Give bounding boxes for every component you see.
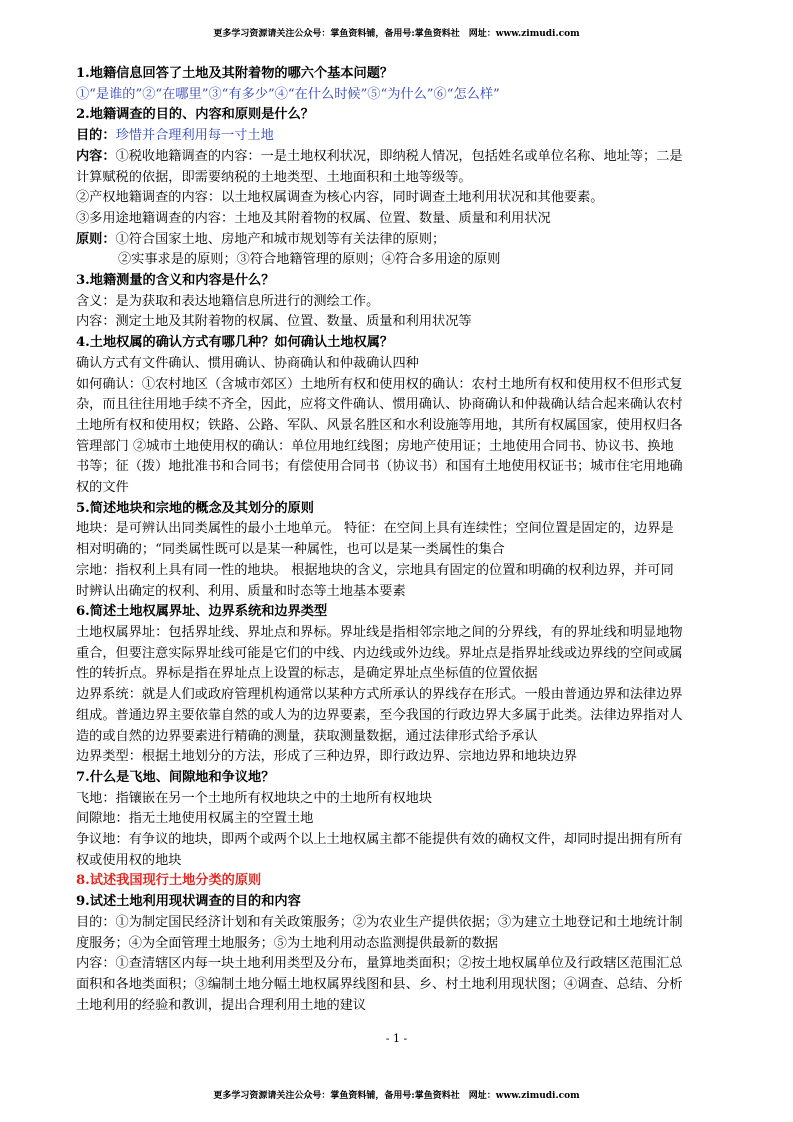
text-line [76,478,724,499]
text-line [76,913,724,934]
line-text: ①符合国家土地、房地产和城市规划等有关法律的原则； [115,231,446,247]
line-text: 土地权属界址：包括界址线、界址点和界标。界址线是指相邻宗地之间的分界线，有的界址线和明显地物 [76,624,683,640]
text-line [76,395,724,416]
text-line [76,747,724,768]
text-line [76,375,724,396]
line-text: 地块：是可辨认出同类属性的最小土地单元。 特征：在空间上具有连续性；空间位置是固定的，边界是 [76,521,674,537]
line-text: 6.简述土地权属界址、边界系统和边界类型 [76,604,328,620]
line-text: 飞地：指镶嵌在另一个土地所有权地块之中的土地所有权地块 [76,790,433,806]
line-text: 时辨认出确定的权利、利用、质量和时态等土地基本要素 [76,583,406,599]
text-line [76,250,724,271]
text-line [76,851,724,872]
text-line [76,209,724,230]
text-line [76,644,724,665]
text-line [76,727,724,748]
line-text: 土地利用的经验和教训，提出合理利用土地的建议 [76,997,367,1013]
text-line [76,540,724,561]
text-line [76,623,724,644]
text-line [76,789,724,810]
text-line [76,457,724,478]
text-line [76,934,724,955]
line-text: ③多用途地籍调查的内容：土地及其附着物的权属、位置、数量、质量和利用状况 [76,210,551,226]
text-line [76,292,724,313]
question-heading [76,271,724,292]
field-label: 目的： [76,128,116,144]
line-text: 相对明确的；“同类属性既可以是某一种属性，也可以是某一类属性的集合 [76,542,505,558]
line-text: 组成。普通边界主要依靠自然的或人为的边界要素，至今我国的行政边界大多属于此类。法律边界指对人 [76,707,683,723]
document-body [76,64,724,1016]
line-text: 5.简述地块和宗地的概念及其划分的原则 [76,500,314,516]
line-text: 土地所有权和使用权；铁路、公路、军队、风景名胜区和水利设施等用地，其所有权属国家，使用权归各 [76,417,683,433]
line-text: ②产权地籍调查的内容：以土地权属调查为核心内容，同时调查土地利用状况和其他要素。 [76,190,604,206]
line-text: 面积和各地类面积；③编制土地分幅土地权属界线图和县、乡、村土地利用现状图；④调查、总结、分析 [76,976,683,992]
page-number: - 1 - [385,1032,408,1045]
text-line [76,354,724,375]
field-label: 原则： [76,231,116,247]
question-heading [76,105,724,126]
line-text: 性的转折点。界标是指在界址点上设置的标志，是确定界址点坐标值的位置依据 [76,666,538,682]
line-text: 宗地：指权利上具有同一性的地块。 根据地块的含义，宗地具有固定的位置和明确的权利边界，并可同 [76,562,674,578]
text-line [76,664,724,685]
line-text: 权的文件 [76,480,129,496]
line-text: 争议地：有争议的地块，即两个或两个以上土地权属主都不能提供有效的确权文件，却同时提出拥有所有 [76,832,683,848]
line-text: 7.什么是飞地、间隙地和争议地？ [76,769,275,785]
text-line [76,975,724,996]
line-text: 度服务；④为全面管理土地服务；⑤为土地利用动态监测提供最新的数据 [76,935,498,951]
text-line [76,312,724,333]
text-line [76,706,724,727]
text-line [76,437,724,458]
line-text: 内容：①查清辖区内每一块土地利用类型及分布，量算地类面积；②按土地权属单位及行政辖区范围汇总 [76,956,683,972]
text-line [76,996,724,1017]
field-label: 内容： [76,148,116,164]
text-line [76,954,724,975]
line-text: 管理部门 ②城市土地使用权的确认：单位用地红线图；房地产使用证；土地使用合同书、协议书、换地 [76,438,674,454]
line-text: ②实事求是的原则；③符合地籍管理的原则；④符合多用途的原则 [118,252,501,268]
question-heading [76,499,724,520]
text-line [76,685,724,706]
line-text: 如何确认：①农村地区（含城市郊区）土地所有权和使用权的确认：农村土地所有权和使用权不但形式复 [76,376,683,392]
line-text: 4.土地权属的确认方式有哪几种？如何确认土地权属？ [76,335,394,351]
page-header: 更多学习资源请关注公众号：掌鱼资料铺，备用号:掌鱼资料社 网址：www.zimudi.com [213,29,580,39]
text-line [76,85,724,106]
text-line [76,582,724,603]
line-text: 2.地籍调查的目的、内容和原则是什么？ [76,107,314,123]
text-line [76,188,724,209]
text-line [76,126,724,147]
line-text: 目的：①为制定国民经济计划和有关政策服务；②为农业生产提供依据；③为建立土地登记和土地统计制 [76,914,683,930]
text-line [76,561,724,582]
line-text: 杂，而且往往用地手续不齐全，因此，应将文件确认、惯用确认、协商确认和仲裁确认结合起来确认农村 [76,397,683,413]
line-text: 计算赋税的依据，即需要纳税的土地类型、土地面积和土地等级等。 [76,169,472,185]
text-line [76,809,724,830]
question-heading [76,64,724,85]
question-heading [76,892,724,913]
line-text: ①“是谁的”②“在哪里”③“有多少”④“在什么时候”⑤“为什么”⑥“怎么样” [76,86,500,102]
line-text: 书等；征（拨）地批准书和合同书；有偿使用合同书（协议书）和国有土地使用权证书；城市住宅用地确 [76,459,683,475]
line-text: 权或使用权的地块 [76,852,182,868]
line-text: 边界系统：就是人们或政府管理机构通常以某种方式所承认的界线存在形式。一般由普通边界和法律边界 [76,687,683,703]
text-line [76,830,724,851]
line-text: ①税收地籍调查的内容：一是土地权利状况，即纳税人情况，包括姓名或单位名称、地址等；二是 [115,148,683,164]
text-line [76,519,724,540]
line-text: 3.地籍测量的含义和内容是什么？ [76,273,275,289]
line-text: 重合，但要注意实际界址线可能是它们的中线、内边线或外边线。界址点是指界址线或边界线的空间或属 [76,645,683,661]
text-line [76,147,724,168]
line-text: 间隙地：指无土地使用权属主的空置土地 [76,811,314,827]
line-text: 含义：是为获取和表达地籍信息所进行的测绘工作。 [76,293,380,309]
line-text: 边界类型：根据土地划分的方法，形成了三种边界，即行政边界、宗地边界和地块边界 [76,749,578,765]
question-heading [76,768,724,789]
line-text: 确认方式有文件确认、惯用确认、协商确认和仲裁确认四种 [76,355,419,371]
question-heading [76,333,724,354]
text-line [76,416,724,437]
question-heading [76,602,724,623]
question-heading [76,871,724,892]
line-text: 造的或自然的边界要素进行精确的测量，获取测量数据，通过法律形式给予承认 [76,728,538,744]
line-text: 内容：测定土地及其附着物的权属、位置、数量、质量和利用状况等 [76,314,472,330]
page-footer: 更多学习资源请关注公众号：掌鱼资料铺，备用号:掌鱼资料社 网址：www.zimudi.com [213,1091,580,1101]
line-text: 8.试述我国现行土地分类的原则 [76,873,262,889]
line-text: 9.试述土地利用现状调查的目的和内容 [76,894,301,910]
line-text: 1.地籍信息回答了土地及其附着物的哪六个基本问题？ [76,66,394,81]
line-text: 珍惜并合理利用每一寸土地 [115,128,274,144]
text-line [76,230,724,251]
text-line [76,168,724,189]
